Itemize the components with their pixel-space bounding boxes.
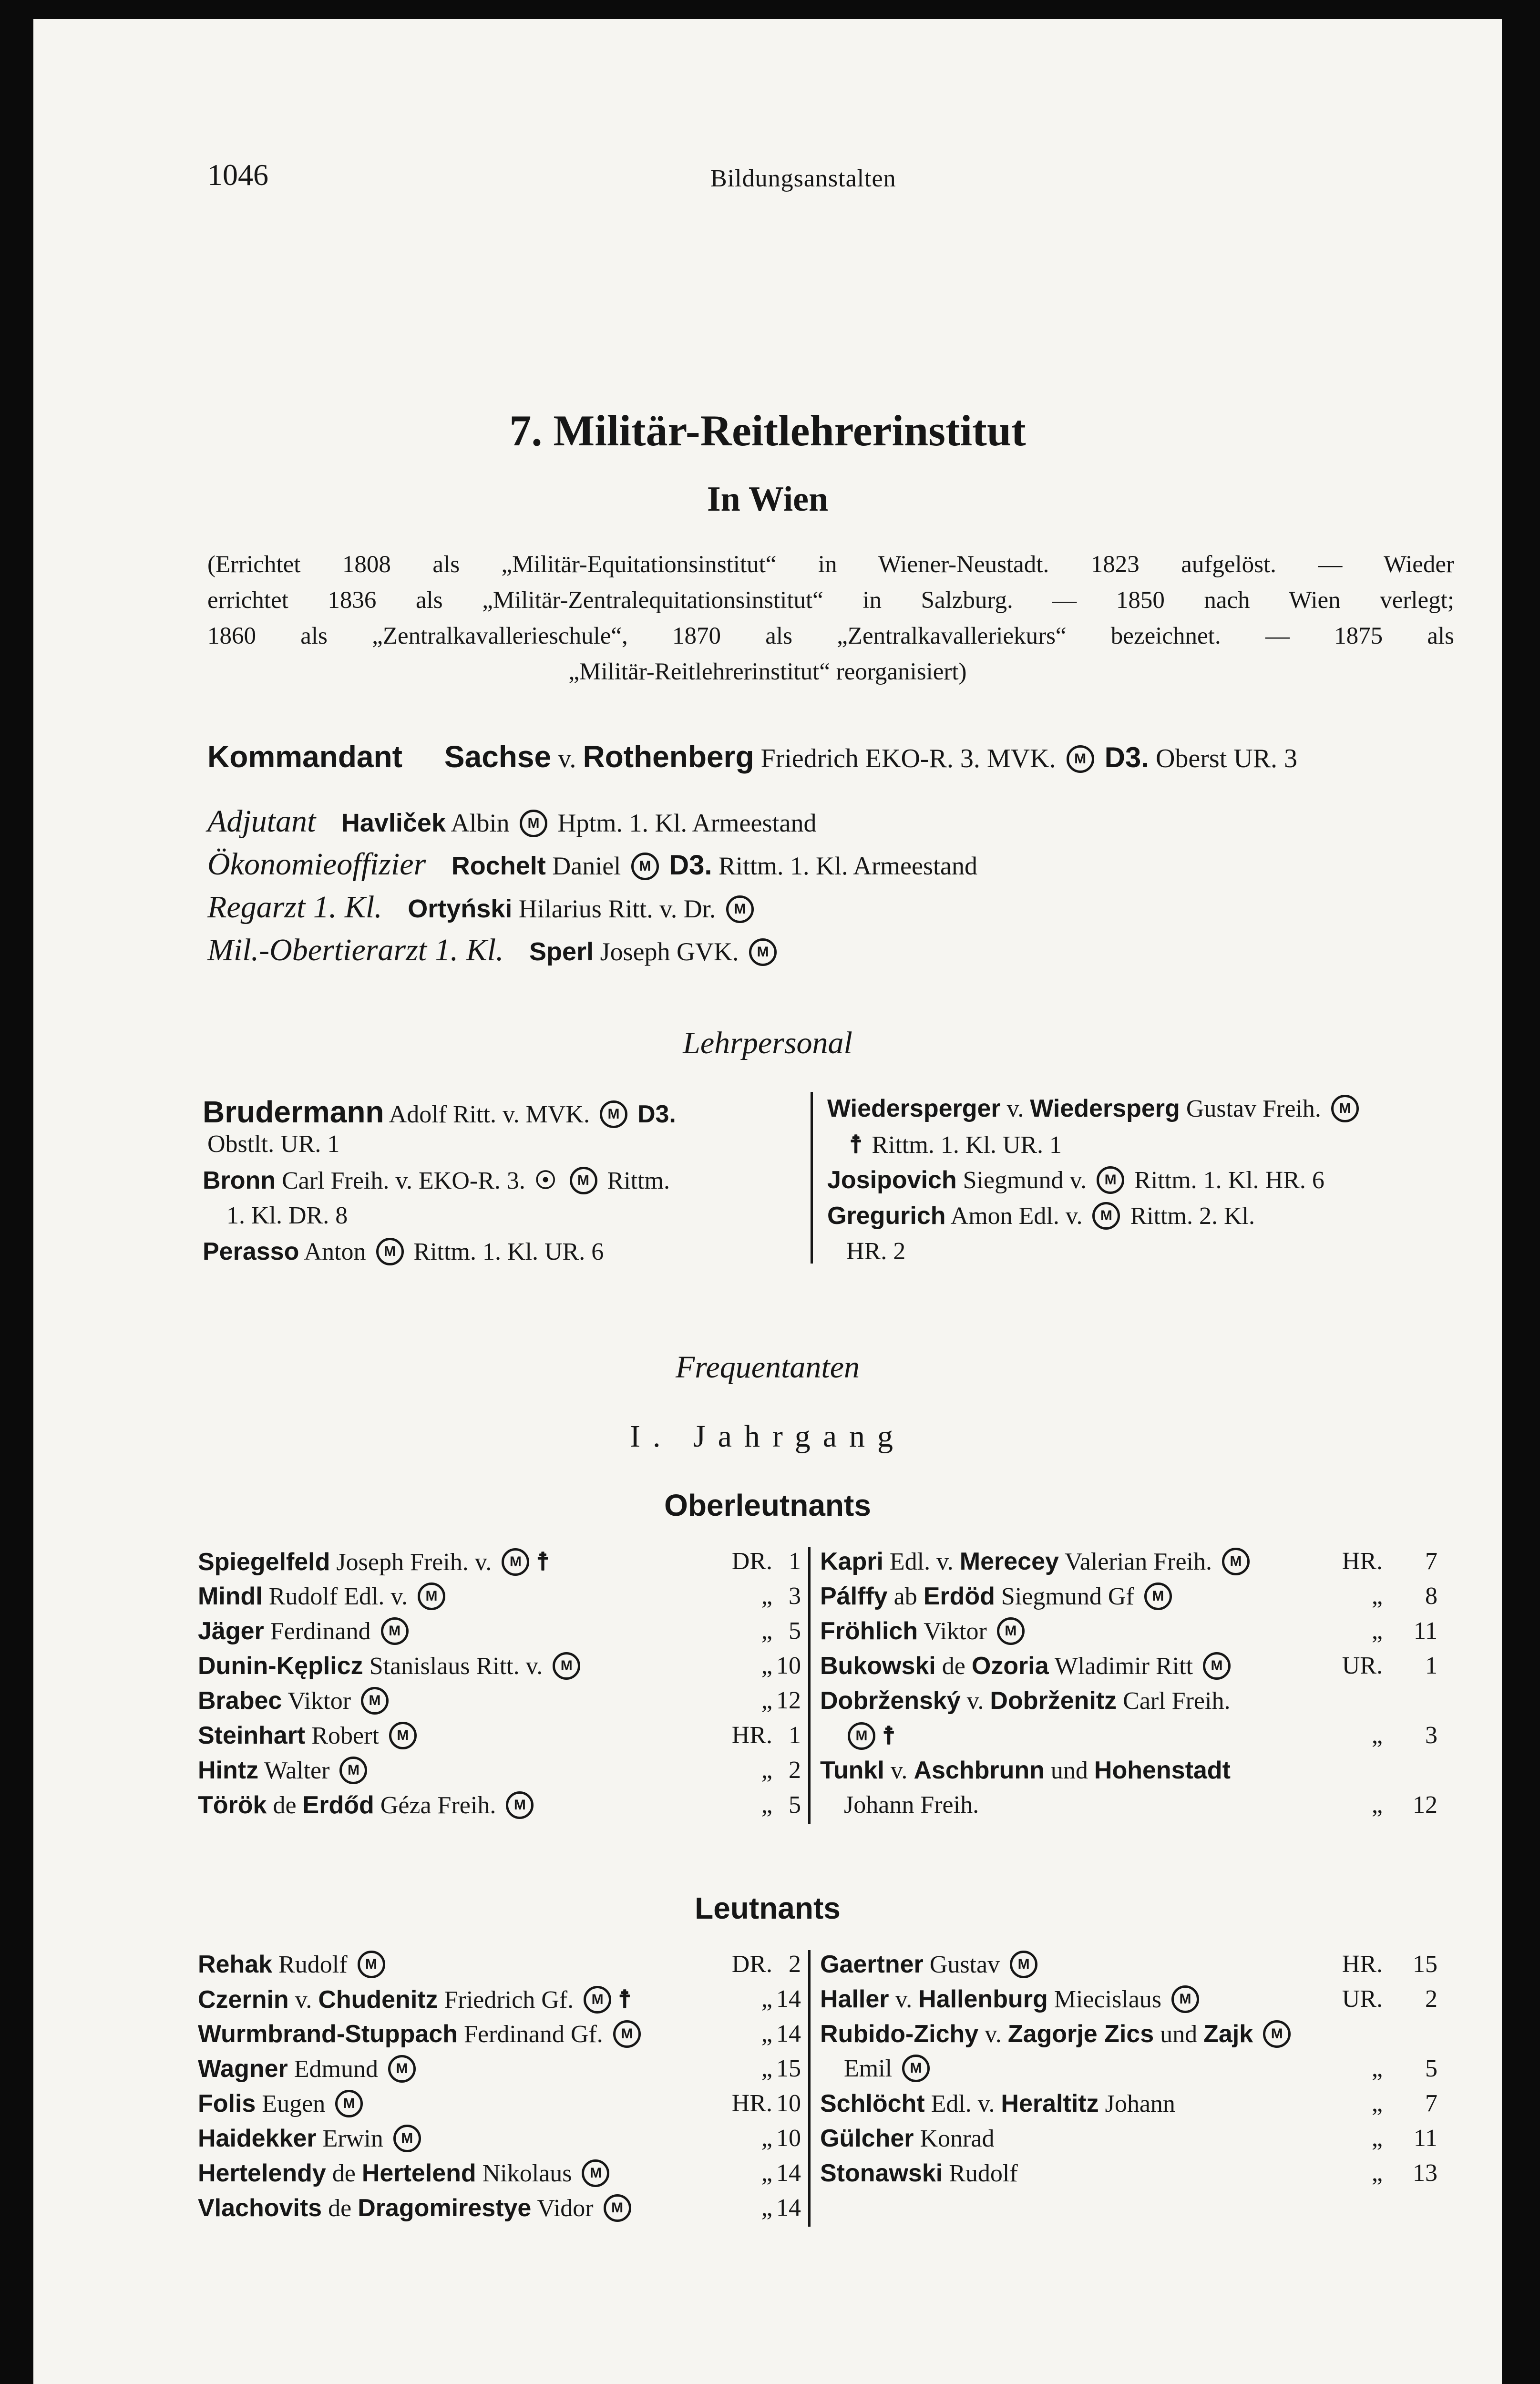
- surname: Pálffy: [820, 1582, 888, 1610]
- unit-number: 3: [789, 1582, 801, 1610]
- page: [33, 19, 1502, 2384]
- unit-label: „: [1371, 1617, 1383, 1644]
- unit-number: 10: [776, 1652, 801, 1679]
- surname: Dobrženský: [820, 1687, 961, 1715]
- teacher-entry-cont: Obstlt. UR. 1: [207, 1130, 340, 1158]
- roster-entry: Wurmbrand-Stuppach Ferdinand Gf. M: [198, 2020, 645, 2048]
- medal-icon: M: [381, 1617, 409, 1645]
- medal-icon: M: [1097, 1166, 1124, 1194]
- unit-number: 3: [1425, 1722, 1437, 1749]
- unit-number: 14: [776, 2020, 801, 2047]
- staff-role: Regarzt 1. Kl.: [207, 890, 382, 925]
- teacher-entry-cont: ☨ Rittm. 1. Kl. UR. 1: [849, 1130, 1062, 1159]
- roster-entry-cont: [844, 1721, 898, 1750]
- unit-number: 8: [1425, 1582, 1437, 1610]
- surname: Dragomirestye: [358, 2194, 532, 2222]
- unit-number: 10: [776, 2090, 801, 2117]
- surname: Gaertner: [820, 1951, 924, 1978]
- roster-entry: Schlöcht Edl. v. Heraltitz Johann: [820, 2090, 1175, 2117]
- unit-number: 5: [789, 1791, 801, 1819]
- section-heading: Frequentanten: [675, 1350, 860, 1385]
- commander-role: Kommandant: [207, 740, 402, 774]
- medal-icon: M: [604, 2194, 631, 2222]
- surname: Mindl: [198, 1582, 263, 1610]
- surname: Stonawski: [820, 2159, 943, 2187]
- staff-entry: Regarzt 1. Kl. Ortyński Hilarius Ritt. v. Dr. M: [207, 889, 758, 925]
- unit-label: „: [761, 2020, 772, 2047]
- teacher-entry: Gregurich Amon Edl. v. M Rittm. 2. Kl.: [827, 1202, 1255, 1230]
- medal-icon: M: [418, 1582, 445, 1610]
- roster-entry: Gülcher Konrad: [820, 2125, 995, 2152]
- roster-entry: Steinhart Robert M: [198, 1721, 421, 1750]
- unit-label: UR.: [1342, 1985, 1383, 2013]
- roster-entry: Czernin v. Chudenitz Friedrich Gf. M ☨: [198, 1985, 632, 2014]
- medal-icon: M: [393, 2125, 421, 2152]
- history-line: (Errichtet 1808 als „Militär-Equitationsinstitut“ in Wiener-Neustadt. 1823 aufgelöst. — Wieder: [207, 551, 1454, 578]
- unit-label: HR.: [731, 2090, 772, 2117]
- staff-role: Mil.-Obertierarzt 1. Kl.: [207, 933, 504, 967]
- unit-label: HR.: [1342, 1548, 1383, 1575]
- surname: Tunkl: [820, 1757, 884, 1784]
- commander-entry: Kommandant Sachse v. Rothenberg Friedrich EKO-R. 3. MVK. M D3. Oberst UR. 3: [207, 740, 1298, 774]
- unit-label: HR.: [1342, 1951, 1383, 1978]
- page-number: 1046: [207, 158, 268, 192]
- section-heading: Lehrpersonal: [683, 1026, 852, 1060]
- medal-icon: M: [502, 1548, 529, 1576]
- medal-icon: M: [997, 1617, 1025, 1645]
- unit-number: 2: [789, 1951, 801, 1978]
- unit-number: 7: [1425, 2090, 1437, 2117]
- medal-icon: M: [749, 938, 777, 966]
- year-heading: I. Jahrgang: [629, 1419, 906, 1454]
- teacher-entry: Brudermann Adolf Ritt. v. MVK. M D3.: [203, 1095, 676, 1129]
- roster-entry: Hintz Walter M: [198, 1756, 371, 1785]
- unit-number: 12: [1413, 1791, 1437, 1819]
- surname: Merecey: [959, 1548, 1059, 1575]
- medal-icon: M: [376, 1238, 404, 1265]
- surname: Erdöd: [923, 1582, 995, 1610]
- unit-number: 10: [776, 2125, 801, 2152]
- unit-number: 11: [1413, 1617, 1437, 1644]
- cross-icon: ☨: [882, 1721, 896, 1750]
- unit-number: 7: [1425, 1548, 1437, 1575]
- unit-label: „: [761, 1617, 772, 1644]
- roster-entry: Bukowski de Ozoria Wladimir Ritt M: [820, 1652, 1234, 1680]
- surname: Chudenitz: [318, 1986, 438, 2014]
- medal-icon: M: [389, 1722, 417, 1749]
- surname: Fröhlich: [820, 1617, 918, 1645]
- medal-icon: M: [339, 1757, 367, 1784]
- unit-number: 2: [1425, 1985, 1437, 2013]
- roster-entry: Haller v. Hallenburg Miecislaus M: [820, 1985, 1203, 2014]
- medal-icon: M: [1144, 1582, 1172, 1610]
- surname: Jäger: [198, 1617, 264, 1645]
- roster-entry: Hertelendy de Hertelend Nikolaus M: [198, 2159, 613, 2188]
- unit-number: 1: [1425, 1652, 1437, 1679]
- medal-icon: M: [902, 2055, 930, 2082]
- surname: Brabec: [198, 1687, 282, 1715]
- unit-number: 1: [789, 1722, 801, 1749]
- medal-icon: M: [1171, 1985, 1199, 2013]
- unit-label: „: [1371, 2159, 1383, 2187]
- roster-entry: Folis Eugen M: [198, 2089, 367, 2118]
- surname: Zajk: [1203, 2020, 1253, 2048]
- column-divider: [808, 1547, 811, 1824]
- unit-number: 5: [789, 1617, 801, 1644]
- unit-label: DR.: [731, 1951, 772, 1978]
- roster-entry: Gaertner Gustav M: [820, 1950, 1041, 1979]
- medal-icon: M: [506, 1791, 534, 1819]
- roster-entry: Török de Erdőd Géza Freih. M: [198, 1791, 537, 1819]
- medal-icon: M: [582, 2159, 609, 2187]
- roster-entry: Dobrženský v. Dobrženitz Carl Freih.: [820, 1687, 1231, 1715]
- unit-number: 13: [1413, 2159, 1437, 2187]
- teacher-entry: Wiedersperger v. Wiedersperg Gustav Freih. M: [827, 1094, 1363, 1123]
- surname: Erdőd: [302, 1791, 374, 1819]
- cross-icon: ☨: [536, 1547, 550, 1576]
- surname: Schlöcht: [820, 2090, 925, 2117]
- surname: Hintz: [198, 1757, 259, 1784]
- page-subtitle: In Wien: [707, 480, 829, 519]
- medal-icon: M: [1010, 1951, 1037, 1978]
- roster-entry: Vlachovits de Dragomirestye Vidor M: [198, 2194, 635, 2222]
- surname: Folis: [198, 2090, 256, 2117]
- column-divider: [811, 1092, 813, 1264]
- surname: Aschbrunn: [914, 1757, 1045, 1784]
- medal-icon: M: [1067, 745, 1094, 773]
- surname: Zagorje Zics: [1007, 2020, 1154, 2048]
- unit-label: „: [1371, 1582, 1383, 1610]
- roster-entry: Spiegelfeld Joseph Freih. v. M ☨: [198, 1547, 550, 1576]
- rank-heading: Oberleutnants: [664, 1488, 871, 1522]
- unit-label: „: [1371, 2125, 1383, 2152]
- teacher-entry: Josipovich Siegmund v. M Rittm. 1. Kl. HR. 6: [827, 1166, 1324, 1194]
- roster-entry: Fröhlich Viktor M: [820, 1617, 1028, 1645]
- unit-number: 14: [776, 2159, 801, 2187]
- unit-number: 15: [776, 2055, 801, 2082]
- roster-entry: Stonawski Rudolf: [820, 2159, 1018, 2187]
- unit-label: „: [761, 2194, 772, 2221]
- medal-icon: M: [358, 1951, 385, 1978]
- teacher-entry-cont: 1. Kl. DR. 8: [226, 1202, 348, 1229]
- medal-icon: M: [1092, 1202, 1120, 1230]
- unit-label: „: [761, 1687, 772, 1714]
- unit-label: „: [1371, 1722, 1383, 1749]
- unit-label: DR.: [731, 1548, 772, 1575]
- medal-icon: M: [1263, 2020, 1291, 2048]
- cross-icon: ☨: [849, 1130, 863, 1159]
- teacher-entry: Perasso Anton M Rittm. 1. Kl. UR. 6: [203, 1238, 604, 1265]
- rank-heading: Leutnants: [695, 1891, 841, 1925]
- unit-label: „: [761, 1791, 772, 1819]
- roster-entry: Rubido-Zichy v. Zagorje Zics und Zajk M: [820, 2020, 1294, 2048]
- staff-entry: Mil.-Obertierarzt 1. Kl. Sperl Joseph GVK. M: [207, 932, 780, 968]
- history-line: errichtet 1836 als „Militär-Zentralequitationsinstitut“ in Salzburg. — 1850 nach Wien verlegt;: [207, 587, 1454, 614]
- roster-entry: Jäger Ferdinand M: [198, 1617, 412, 1645]
- medal-icon: M: [600, 1100, 627, 1128]
- column-divider: [808, 1950, 811, 2227]
- medal-icon: M: [570, 1167, 597, 1194]
- surname: Hertelendy: [198, 2159, 326, 2187]
- medal-icon: M: [613, 2020, 641, 2048]
- running-title: Bildungsanstalten: [710, 165, 896, 192]
- surname: Haidekker: [198, 2125, 317, 2152]
- medal-icon: M: [1203, 1652, 1231, 1680]
- medal-icon: M: [726, 895, 754, 923]
- unit-number: 14: [776, 1985, 801, 2013]
- sun-icon: ☉: [534, 1166, 557, 1195]
- roster-entry: Tunkl v. Aschbrunn und Hohenstadt: [820, 1757, 1231, 1784]
- unit-label: UR.: [1342, 1652, 1383, 1679]
- roster-entry: Brabec Viktor M: [198, 1686, 392, 1715]
- roster-entry: Wagner Edmund M: [198, 2055, 420, 2083]
- surname: Czernin: [198, 1986, 289, 2014]
- roster-entry: Pálffy ab Erdöd Siegmund Gf M: [820, 1582, 1176, 1611]
- medal-icon: M: [388, 2055, 416, 2083]
- surname: Gülcher: [820, 2125, 914, 2152]
- medal-icon: M: [631, 853, 659, 880]
- teacher-entry-cont: HR. 2: [846, 1238, 906, 1265]
- unit-number: 15: [1413, 1951, 1437, 1978]
- cross-icon: ☨: [618, 1985, 632, 2014]
- medal-icon: M: [520, 810, 547, 837]
- staff-role: Adjutant: [207, 804, 316, 839]
- surname: Vlachovits: [198, 2194, 322, 2222]
- unit-label: HR.: [731, 1722, 772, 1749]
- surname: Dunin-Kęplicz: [198, 1652, 363, 1680]
- unit-label: „: [1371, 2055, 1383, 2082]
- unit-label: „: [761, 1652, 772, 1679]
- medal-icon: M: [1222, 1548, 1250, 1575]
- staff-entry: Adjutant Havliček Albin M Hptm. 1. Kl. Armeestand: [207, 804, 817, 839]
- unit-number: 5: [1425, 2055, 1437, 2082]
- unit-number: 14: [776, 2194, 801, 2221]
- roster-entry-cont: Emil M: [844, 2055, 934, 2083]
- unit-label: „: [761, 1582, 772, 1610]
- unit-label: „: [761, 2159, 772, 2187]
- surname: Rubido-Zichy: [820, 2020, 979, 2048]
- teacher-entry: Bronn Carl Freih. v. EKO-R. 3. ☉ M Rittm.: [203, 1166, 670, 1195]
- medal-icon: M: [1331, 1095, 1359, 1122]
- surname: Wurmbrand-Stuppach: [198, 2020, 458, 2048]
- medal-icon: M: [584, 1986, 611, 2014]
- unit-label: „: [761, 2055, 772, 2082]
- roster-entry: Kapri Edl. v. Merecey Valerian Freih. M: [820, 1547, 1253, 1576]
- unit-label: „: [1371, 2090, 1383, 2117]
- page-title: 7. Militär-Reitlehrerinstitut: [509, 406, 1026, 455]
- unit-number: 12: [776, 1687, 801, 1714]
- surname: Hertelend: [361, 2159, 476, 2187]
- medal-icon: M: [553, 1652, 580, 1680]
- history-line: 1860 als „Zentralkavallerieschule“, 1870 als „Zentralkavalleriekurs“ bezeichnet. — 1875 als: [207, 623, 1454, 649]
- surname: Wagner: [198, 2055, 288, 2083]
- surname: Dobrženitz: [990, 1687, 1117, 1715]
- surname: Heraltitz: [1001, 2090, 1099, 2117]
- surname: Török: [198, 1791, 267, 1819]
- unit-label: „: [1371, 1791, 1383, 1819]
- roster-entry: Haidekker Erwin M: [198, 2124, 425, 2153]
- surname: Ozoria: [971, 1652, 1049, 1680]
- surname: Bukowski: [820, 1652, 936, 1680]
- unit-label: „: [761, 1985, 772, 2013]
- staff-role: Ökonomieoffizier: [207, 847, 426, 882]
- roster-entry-cont: Johann Freih.: [844, 1791, 979, 1819]
- medal-icon: M: [848, 1722, 875, 1750]
- roster-entry: Rehak Rudolf M: [198, 1950, 389, 1979]
- unit-number: 11: [1413, 2125, 1437, 2152]
- staff-entry: Ökonomieoffizier Rochelt Daniel M D3. Rittm. 1. Kl. Armeestand: [207, 847, 977, 882]
- surname: Steinhart: [198, 1722, 306, 1749]
- unit-number: 2: [789, 1757, 801, 1784]
- surname: Rehak: [198, 1951, 273, 1978]
- surname: Kapri: [820, 1548, 883, 1575]
- medal-icon: M: [335, 2090, 363, 2117]
- surname: Spiegelfeld: [198, 1548, 330, 1576]
- surname: Hallenburg: [918, 1985, 1048, 2013]
- history-line: „Militär-Reitlehrerinstitut“ reorganisiert): [568, 658, 967, 685]
- surname: Hohenstadt: [1094, 1757, 1231, 1784]
- medal-icon: M: [361, 1687, 389, 1715]
- surname: Haller: [820, 1985, 889, 2013]
- roster-entry: Dunin-Kęplicz Stanislaus Ritt. v. M: [198, 1652, 584, 1680]
- unit-number: 1: [789, 1548, 801, 1575]
- unit-label: „: [761, 1757, 772, 1784]
- roster-entry: Mindl Rudolf Edl. v. M: [198, 1582, 449, 1611]
- unit-label: „: [761, 2125, 772, 2152]
